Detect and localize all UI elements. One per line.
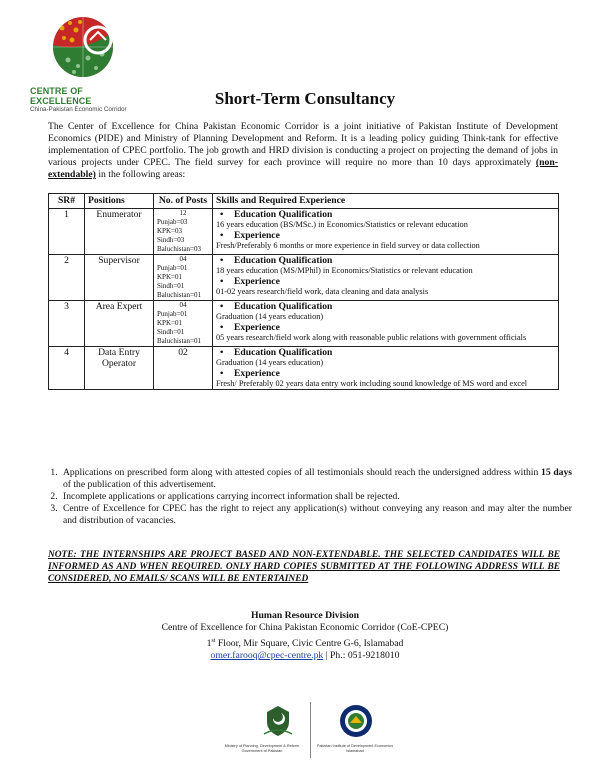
page-title: Short-Term Consultancy <box>214 89 396 108</box>
education-heading: • Education Qualification <box>216 301 555 312</box>
table-row <box>49 301 559 347</box>
posts-count: 12 <box>179 209 187 217</box>
experience-detail: Fresh/Preferably 6 months or more experience in field survey or data collection <box>216 241 480 250</box>
position-cell: Data Entry Operator <box>85 347 154 390</box>
experience-heading: • Experience <box>216 276 555 287</box>
posts-count: 04 <box>179 301 187 309</box>
organization-name: Centre of Excellence for China Pakistan Economic Corridor (CoE-CPEC) <box>161 622 449 634</box>
skills-cell <box>213 347 559 390</box>
pide-name: Pakistan Institute of Development Economics <box>316 744 394 748</box>
skills-cell <box>213 255 559 301</box>
education-detail: 18 years education (MS/MPhil) in Economics/Statistics or relevant education <box>216 266 473 275</box>
table-header-row <box>49 194 559 209</box>
position-cell: Area Expert <box>85 301 154 347</box>
position-cell: Supervisor <box>85 255 154 301</box>
email-link[interactable]: omer.farooq@cpec-centre.pk <box>210 650 324 662</box>
positions-table <box>48 193 559 390</box>
header-positions: Positions <box>85 194 154 209</box>
intro-emphasis: (non-extendable) <box>48 157 558 181</box>
education-detail: Graduation (14 years education) <box>216 312 324 321</box>
instruction-item: 2. Incomplete applications or applications carrying incorrect information shall be rejected. <box>60 491 572 503</box>
logo-subtitle: China-Pakistan Economic Corridor <box>30 106 127 113</box>
instruction-text: of the publication of this advertisement. <box>63 479 216 491</box>
posts-cell <box>154 255 213 301</box>
posts-breakdown-item: Punjab=01 <box>157 264 188 272</box>
instruction-item <box>60 467 572 491</box>
posts-cell <box>154 301 213 347</box>
address-number: 1 <box>206 638 212 650</box>
posts-breakdown-item: Baluchistan=03 <box>157 245 201 253</box>
sr-cell: 3 <box>49 301 85 347</box>
globe-logo-icon <box>50 14 125 80</box>
posts-breakdown-item: Sindh=03 <box>157 236 185 244</box>
experience-heading: • Experience <box>216 368 555 379</box>
government-emblem-icon <box>261 704 295 738</box>
pide-sub: Islamabad <box>346 749 364 753</box>
sr-cell: 1 <box>49 209 85 255</box>
header-sr: SR# <box>49 194 85 209</box>
ministry-caption <box>215 744 309 754</box>
posts-count: 02 <box>178 347 188 358</box>
posts-breakdown-item: Punjab=03 <box>157 218 188 226</box>
deadline-days: 15 days <box>541 467 573 478</box>
table-row <box>49 255 559 301</box>
instruction-item: 3. Centre of Excellence for CPEC has the right to reject any application(s) without conveying any reason and may alter the number and distribution of vacancies. <box>60 503 572 527</box>
sr-cell: 2 <box>49 255 85 301</box>
instructions-list <box>48 467 572 527</box>
instruction-text: Applications on prescribed form along with attested copies of all testimonials should reach the undersigned address within <box>63 467 539 478</box>
posts-cell <box>154 209 213 255</box>
header-skills: Skills and Required Experience <box>213 194 559 209</box>
intro-tail: in the following areas: <box>98 169 186 181</box>
posts-count: 04 <box>179 255 187 263</box>
posts-breakdown-item: Baluchistan=01 <box>157 291 201 299</box>
footer-logos <box>215 700 395 760</box>
pide-caption <box>313 744 397 754</box>
experience-detail: 05 years research/field work along with reasonable public relations with government officials <box>216 333 527 342</box>
posts-breakdown-item: Sindh=01 <box>157 328 185 336</box>
skills-cell <box>213 209 559 255</box>
position-cell: Enumerator <box>85 209 154 255</box>
table-row <box>49 209 559 255</box>
intro-text: The Center of Excellence for China Pakistan Economic Corridor is a joint initiative of Pakistan Institute of Development Economics (PIDE) and Ministry of Planning Development and Reform. It is a leading policy guiding Think-tank for effective implementation of CPEC portfolio. The job growth and HRD division is conducting a project on projecting the demand of jobs in various projects under CPEC. The field survey for each province will require no more than 10 days approximately <box>48 121 558 169</box>
skills-cell <box>213 301 559 347</box>
education-heading: • Education Qualification <box>216 209 555 220</box>
ministry-sub: Government of Pakistan <box>241 749 283 753</box>
posts-breakdown-item: KPK=03 <box>157 227 182 235</box>
division-name: Human Resource Division <box>250 610 359 621</box>
phone-text: | Ph.: 051-9218010 <box>323 650 400 662</box>
note-text: NOTE: THE INTERNSHIPS ARE PROJECT BASED AND NON-EXTENDABLE. THE SELECTED CANDIDATES WILL BE INFORMED AS AND WHEN REQUIRED. ONLY HARD COPIES SUBMITTED AT THE FOLLOWING ADDRESS WILL BE CONSIDERED, NO EMAILS/ SCANS WILL BE ENTERTAINED <box>48 550 560 585</box>
posts-breakdown-item: Sindh=01 <box>157 282 185 290</box>
experience-detail: 01-02 years research/field work, data cleaning and data analysis <box>216 287 429 296</box>
header-posts: No. of Posts <box>154 194 213 209</box>
education-heading: • Education Qualification <box>216 255 555 266</box>
pide-seal-icon <box>339 704 373 738</box>
experience-detail: Fresh/ Preferably 02 years data entry work including sound knowledge of MS word and excel <box>216 379 528 388</box>
education-heading: • Education Qualification <box>216 347 555 358</box>
posts-breakdown-item: KPK=01 <box>157 273 182 281</box>
posts-cell <box>154 347 213 390</box>
posts-breakdown-item: Baluchistan=01 <box>157 337 201 345</box>
footer-divider <box>310 702 311 758</box>
contact-line <box>0 650 610 662</box>
address-text: Floor, Mir Square, Civic Centre G-6, Islamabad <box>215 638 404 650</box>
posts-breakdown-item: Punjab=01 <box>157 310 188 318</box>
education-detail: Graduation (14 years education) <box>216 358 324 367</box>
intro-paragraph <box>48 121 558 181</box>
education-detail: 16 years education (BS/MSc.) in Economics/Statistics or relevant education <box>216 220 468 229</box>
ministry-name: Ministry of Planning, Development & Reform <box>224 744 300 748</box>
sr-cell: 4 <box>49 347 85 390</box>
address-sup: st <box>211 637 216 644</box>
experience-heading: • Experience <box>216 322 555 333</box>
posts-breakdown-item: KPK=01 <box>157 319 182 327</box>
experience-heading: • Experience <box>216 230 555 241</box>
address <box>0 635 610 651</box>
contact-block <box>0 610 610 663</box>
table-row <box>49 347 559 390</box>
logo-title: CENTRE OF EXCELLENCE <box>30 86 92 106</box>
